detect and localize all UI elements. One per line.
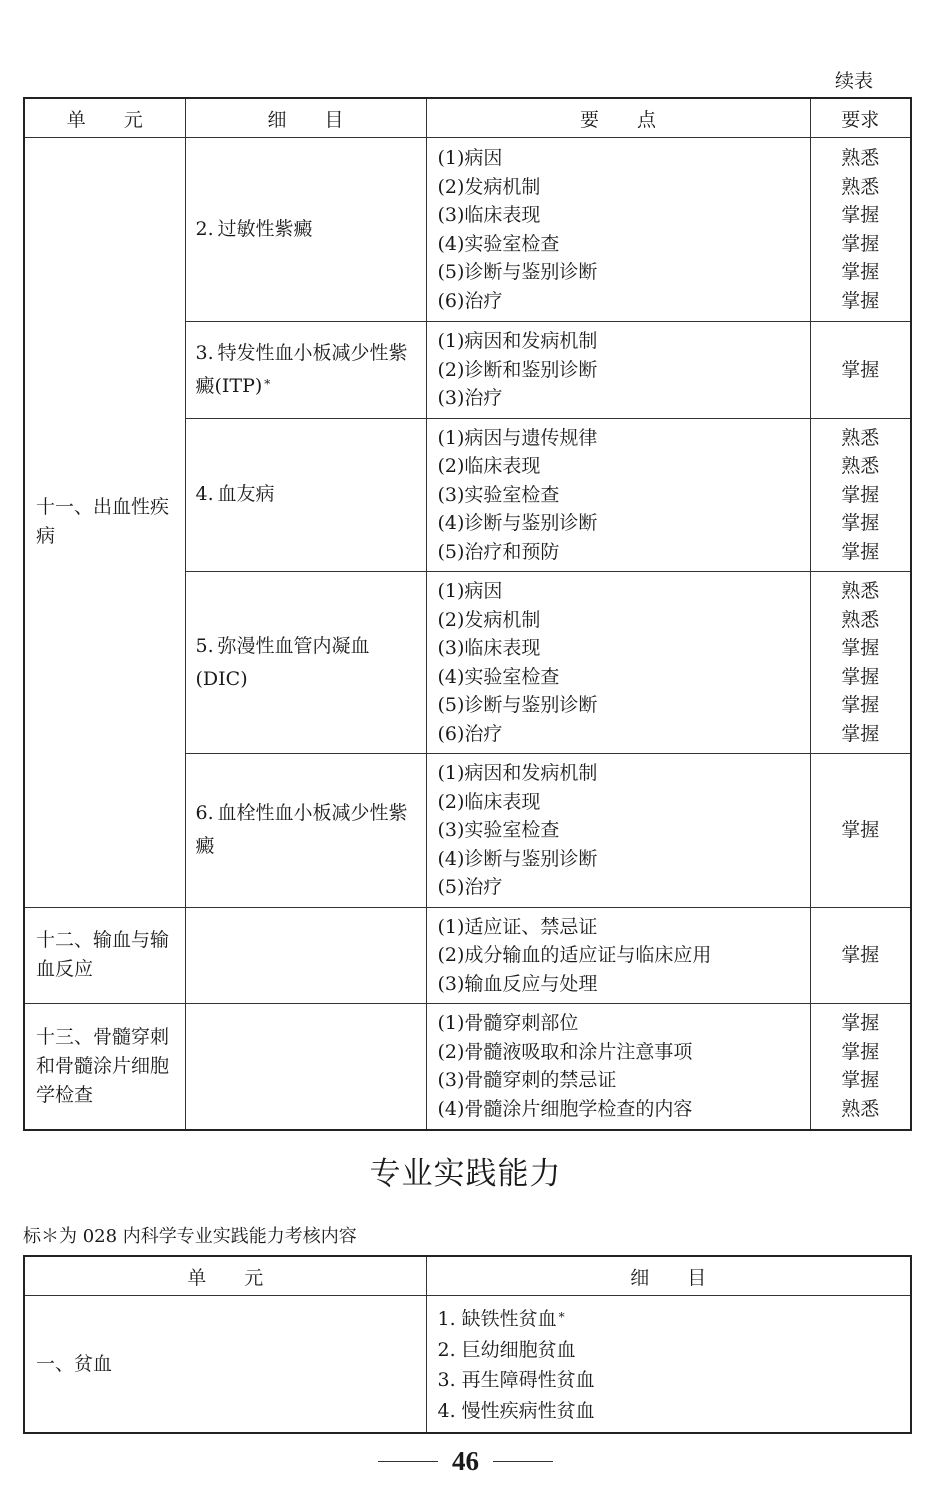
- requirement-list: [811, 941, 911, 970]
- item-number: 5.: [195, 634, 214, 657]
- list-item: 掌握: [841, 512, 880, 534]
- item-cell: [185, 572, 426, 754]
- requirement-list: [811, 1009, 911, 1123]
- item-cell-empty: [185, 907, 426, 1004]
- list-item: (1)病因与遗传规律: [437, 426, 598, 449]
- list-item: 熟悉: [841, 580, 880, 602]
- unit-cell: [24, 1296, 426, 1434]
- item-cell: [185, 418, 426, 572]
- list-item: (3)治疗: [437, 387, 503, 409]
- points-list: [438, 913, 802, 999]
- section-title: 专业实践能力: [369, 1156, 562, 1192]
- list-item: (3)实验室检查: [437, 819, 560, 841]
- list-item: 熟悉: [841, 1097, 880, 1120]
- requirement-cell: [810, 572, 911, 754]
- table-header-row: [24, 98, 911, 138]
- points-cell: [426, 138, 810, 322]
- requirement-list: [811, 144, 911, 315]
- requirement-list: [811, 424, 911, 567]
- requirement-cell: [810, 907, 911, 1004]
- list-item: (2)发病机制: [437, 608, 541, 631]
- requirement-cell: [810, 754, 911, 908]
- list-item: (2)临床表现: [437, 455, 541, 477]
- list-item: 掌握: [841, 665, 880, 688]
- list-item: (3)输血反应与处理: [437, 972, 598, 995]
- header-item: 细 目: [185, 98, 426, 138]
- item-cell: [185, 138, 426, 322]
- list-item: (1)病因: [437, 580, 503, 602]
- points-list: [438, 327, 802, 413]
- list-item: (1)病因和发病机制: [437, 762, 598, 784]
- list-item: (6)治疗: [437, 722, 503, 745]
- item-label: 弥漫性血管内凝血(DIC): [195, 634, 370, 690]
- points-list: [438, 759, 802, 902]
- list-item: 掌握: [841, 694, 880, 716]
- points-list: [438, 144, 802, 315]
- unit-label: 十一、出血性疾病: [36, 496, 170, 548]
- item-cell-empty: [185, 1004, 426, 1130]
- list-item: (2)发病机制: [437, 175, 541, 198]
- item-label: 过敏性紫癜: [217, 218, 313, 240]
- list-item: (1)病因: [437, 147, 503, 169]
- list-item: 掌握: [841, 204, 880, 226]
- practice-table: [23, 1255, 912, 1434]
- item-number: 3.: [195, 341, 214, 364]
- asterisk-mark: *: [264, 376, 271, 391]
- list-item: 掌握: [841, 1012, 880, 1035]
- unit-cell: [24, 907, 185, 1004]
- list-item: 熟悉: [841, 147, 880, 169]
- list-item: (1)适应证、禁忌证: [437, 915, 598, 938]
- points-cell: [426, 1004, 810, 1130]
- footer-rule-left: [378, 1461, 438, 1462]
- syllabus-table: [23, 97, 912, 1131]
- header-unit: 单 元: [24, 98, 185, 138]
- table-row: [24, 1004, 911, 1130]
- item-number: 4.: [195, 483, 214, 506]
- requirement-list: [811, 577, 911, 748]
- item-cell: [185, 754, 426, 908]
- requirement-cell: [810, 322, 911, 419]
- list-item: (2)诊断和鉴别诊断: [437, 358, 598, 381]
- list-item: 掌握: [841, 483, 880, 506]
- list-item: (4)实验室检查: [437, 232, 560, 255]
- list-item: (1)骨髓穿刺部位: [437, 1012, 579, 1035]
- points-list: [438, 577, 802, 748]
- table-header-row: [24, 1256, 911, 1296]
- list-item: (3)骨髓穿刺的禁忌证: [437, 1069, 617, 1092]
- list-item: (5)诊断与鉴别诊断: [437, 261, 598, 283]
- item-cell: [185, 322, 426, 419]
- unit-cell: [24, 1004, 185, 1130]
- list-item: (2)骨髓液吸取和涂片注意事项: [437, 1040, 693, 1063]
- list-item: 掌握: [841, 1040, 880, 1063]
- unit-label: 十三、骨髓穿刺和骨髓涂片细胞学检查: [36, 1025, 170, 1106]
- list-item: 熟悉: [841, 175, 880, 198]
- requirement-cell: [810, 418, 911, 572]
- points-list: [438, 1009, 802, 1123]
- list-item: (4)骨髓涂片细胞学检查的内容: [437, 1097, 693, 1120]
- table-row: [24, 907, 911, 1004]
- unit-cell: [24, 138, 185, 908]
- requirement-cell: [810, 138, 911, 322]
- footer-rule-right: [493, 1461, 553, 1462]
- points-cell: [426, 322, 810, 419]
- list-item: 掌握: [841, 1069, 880, 1092]
- list-item: 熟悉: [841, 608, 880, 631]
- unit-label: 十二、输血与输血反应: [36, 929, 170, 981]
- header-requirement: 要求: [810, 98, 911, 138]
- asterisk-mark: *: [558, 1310, 565, 1324]
- list-item: 掌握: [841, 261, 880, 283]
- table-row: [24, 138, 911, 322]
- list-item: (1)病因和发病机制: [437, 330, 598, 352]
- list-item: 熟悉: [841, 426, 880, 449]
- list-item: 掌握: [841, 232, 880, 255]
- list-item: 掌握: [841, 540, 880, 563]
- list-item: 掌握: [841, 358, 880, 381]
- list-item: 2. 巨幼细胞贫血: [437, 1338, 576, 1361]
- list-item: 4. 慢性疾病性贫血: [437, 1399, 595, 1422]
- requirement-cell: [810, 1004, 911, 1130]
- list-item: (2)临床表现: [437, 790, 541, 813]
- list-item: 熟悉: [841, 455, 880, 477]
- item-label: 血栓性血小板减少性紫癜: [195, 802, 408, 858]
- note-text: 标＊为 028 内科学专业实践能力考核内容: [23, 1226, 357, 1247]
- list-item: (5)治疗和预防: [437, 540, 560, 563]
- list-item: (3)实验室检查: [437, 483, 560, 506]
- list-item: (2)成分输血的适应证与临床应用: [437, 944, 712, 966]
- item-label: 特发性血小板减少性紫癜(ITP): [195, 341, 408, 397]
- requirement-list: [811, 356, 911, 385]
- item-label: 血友病: [217, 483, 275, 506]
- list-item: 掌握: [841, 722, 880, 745]
- list-item: (4)实验室检查: [437, 665, 560, 688]
- header-item: 细 目: [426, 1256, 911, 1296]
- points-cell: [426, 572, 810, 754]
- list-item: 3. 再生障碍性贫血: [437, 1369, 595, 1391]
- header-unit: 单 元: [24, 1256, 426, 1296]
- points-cell: [426, 754, 810, 908]
- points-cell: [426, 907, 810, 1004]
- points-cell: [426, 418, 810, 572]
- list-item: 1. 缺铁性贫血 *: [437, 1308, 565, 1330]
- list-item: 掌握: [841, 819, 880, 841]
- page-number: 46: [452, 1446, 479, 1476]
- list-item: 掌握: [841, 289, 880, 312]
- list-item: (3)临床表现: [437, 637, 541, 659]
- list-item: (5)治疗: [437, 876, 503, 898]
- list-item: 掌握: [841, 637, 880, 659]
- list-item: (4)诊断与鉴别诊断: [437, 512, 598, 534]
- table-row: [24, 1296, 911, 1434]
- list-item: (5)诊断与鉴别诊断: [437, 694, 598, 716]
- list-item: 掌握: [841, 944, 880, 966]
- list-item: (3)临床表现: [437, 204, 541, 226]
- continued-label: 续表: [834, 70, 873, 92]
- items-cell: [426, 1296, 911, 1434]
- list-item: (4)诊断与鉴别诊断: [437, 847, 598, 870]
- list-item: (6)治疗: [437, 289, 503, 312]
- item-number: 2.: [195, 218, 214, 240]
- item-number: 6.: [195, 802, 214, 825]
- points-list: [438, 424, 802, 567]
- requirement-list: [811, 816, 911, 845]
- header-points: 要 点: [426, 98, 810, 138]
- unit-label: 一、贫血: [36, 1352, 113, 1375]
- page-footer: [0, 1446, 931, 1477]
